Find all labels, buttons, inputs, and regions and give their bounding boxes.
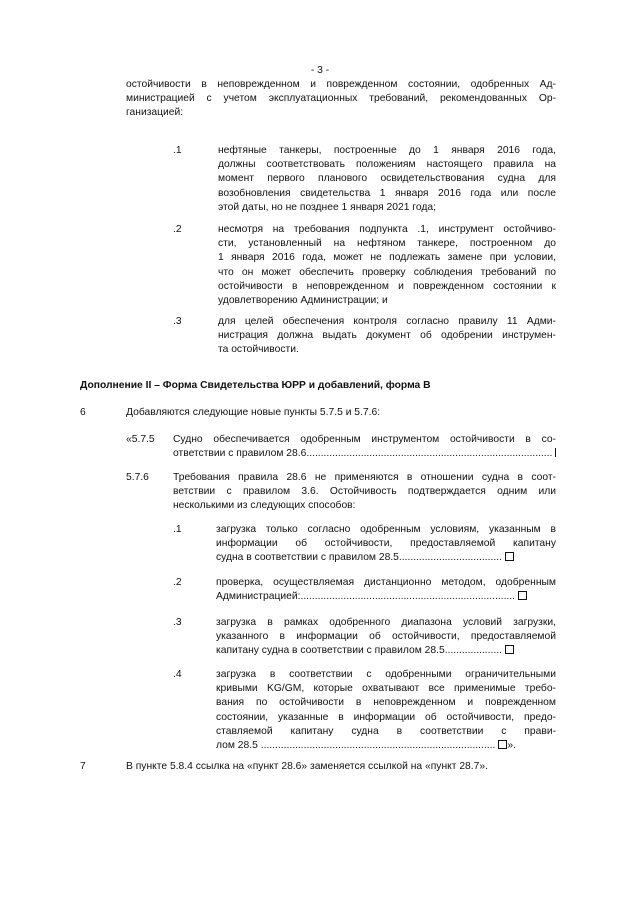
subitem-line: судна в соответствии с правилом 28.5 bbox=[216, 552, 399, 564]
clause-line: несколькими из следующих способов: bbox=[173, 500, 356, 512]
dot-leader: ........................................................................... bbox=[300, 591, 516, 603]
subitem-line: лом 28.5 bbox=[216, 740, 258, 752]
subitem-line: загрузка только согласно одобренным условиям, указанным в bbox=[216, 524, 556, 535]
subitem-line: состоянии, указанные в информации об остойчивости, предо- bbox=[216, 711, 556, 723]
subitem-line: загрузка в рамках одобренного диапазона условий загрузки, bbox=[216, 617, 556, 628]
item-line: нистрация должна выдать документ об одобрении инструмен- bbox=[218, 330, 556, 342]
subitem-line: информации об остойчивости, предоставляемой капитану bbox=[216, 538, 556, 550]
clause-575 bbox=[173, 433, 556, 461]
item-line: сти, установленный на нефтяном танкере, построенном до bbox=[218, 238, 556, 250]
clause-line: Судно обеспечивается одобренным инструментом остойчивости в со- bbox=[173, 434, 556, 445]
paragraph-number: 7 bbox=[80, 761, 86, 772]
paragraph-number: 6 bbox=[80, 407, 86, 418]
subitem-number: .4 bbox=[173, 669, 182, 680]
subitem-line: проверка, осуществляемая дистанционно методом, одобренным bbox=[216, 577, 556, 588]
subitem bbox=[216, 668, 556, 753]
item-line: этой даты, но не позднее 1 января 2021 года; bbox=[218, 201, 436, 213]
dot-leader: .................................... bbox=[398, 552, 502, 564]
item-line: остойчивости в неповрежденном и поврежденном состоянии к bbox=[218, 280, 556, 292]
paragraph-text: Добавляются следующие новые пункты 5.7.5 и 5.7.6: bbox=[126, 407, 381, 418]
subitem bbox=[216, 616, 556, 659]
item-line: та остойчивости. bbox=[218, 344, 299, 356]
item-line: несмотря на требования подпункта .1, инструмент остойчиво- bbox=[218, 224, 556, 235]
closing-quote: ». bbox=[507, 740, 516, 752]
item-line: момент первого планового освидетельствования судна для bbox=[218, 173, 556, 185]
clause-number: «5.7.5 bbox=[126, 434, 155, 445]
item-line: что он может обеспечить проверку соблюдения требований по bbox=[218, 266, 556, 278]
item-line: для целей обеспечения контроля согласно правилу 11 Адми- bbox=[218, 316, 556, 327]
subitem-leader-line bbox=[216, 551, 556, 565]
item-line: возобновления свидетельства 1 января 2016 года или после bbox=[218, 187, 556, 199]
subitem-line: вания по остойчивости в неповрежденном и поврежденном bbox=[216, 697, 556, 709]
checkbox[interactable] bbox=[505, 552, 514, 561]
subitem-line: указанного в информации об остойчивости, предоставляемой bbox=[216, 631, 556, 643]
subitem-leader-line bbox=[216, 590, 556, 604]
dot-leader: ...................................................................................... bbox=[306, 448, 553, 460]
dot-leader: .................... bbox=[444, 645, 502, 657]
item-number: .3 bbox=[173, 316, 182, 327]
subitem-leader-line bbox=[216, 644, 556, 658]
subitem-line: Администрацией: bbox=[216, 591, 301, 603]
clause-number: 5.7.6 bbox=[126, 472, 149, 483]
item-line: нефтяные танкеры, построенные до 1 января 2016 года, bbox=[218, 145, 556, 156]
clause-leader-line bbox=[173, 447, 556, 461]
checkbox[interactable] bbox=[498, 740, 507, 749]
subitem bbox=[216, 576, 556, 604]
item-line: 1 января 2016 года, может не подлежать замене при условии, bbox=[218, 252, 556, 264]
intro-line: министрацией с учетом эксплуатационных требований, рекомендованных Ор- bbox=[126, 93, 556, 105]
subitem bbox=[216, 523, 556, 566]
list-item bbox=[218, 223, 556, 308]
item-number: .2 bbox=[173, 224, 182, 235]
subitem-line: капитану судна в соответствии с правилом 28.5 bbox=[216, 645, 445, 657]
clause-576 bbox=[173, 471, 556, 514]
clause-line: Требования правила 28.6 не применяются в отношении судна в соот- bbox=[173, 472, 556, 483]
subitem-number: .2 bbox=[173, 577, 182, 588]
checkbox[interactable] bbox=[518, 591, 527, 600]
paragraph-text: В пункте 5.8.4 ссылка на «пункт 28.6» заменяется ссылкой на «пункт 28.7». bbox=[126, 761, 488, 772]
item-line: должны соответствовать положениям настоящего правила на bbox=[218, 159, 556, 171]
clause-line: ветствии с правилом 3.6. Остойчивость подтверждается одним или bbox=[173, 486, 556, 498]
subitem-line: ставляемой капитану судна в соответствии с прави- bbox=[216, 725, 556, 737]
item-number: .1 bbox=[173, 145, 182, 156]
clause-line: ответствии с правилом 28.6 bbox=[173, 448, 307, 460]
dot-leader: .................................................................................. bbox=[260, 740, 496, 752]
checkbox[interactable] bbox=[555, 448, 556, 457]
subitem-leader-line bbox=[216, 739, 556, 753]
intro-line: остойчивости в неповрежденном и поврежденном состоянии, одобренных Ад- bbox=[126, 79, 556, 90]
intro-line: ганизацией: bbox=[126, 107, 184, 119]
subitem-number: .3 bbox=[173, 617, 182, 628]
subitem-line: загрузка в соответствии с одобренными ограничительными bbox=[216, 669, 556, 680]
page-number: - 3 - bbox=[310, 65, 330, 76]
list-item bbox=[218, 315, 556, 358]
item-line: удовлетворению Администрации; и bbox=[218, 295, 388, 307]
intro-paragraph bbox=[126, 78, 556, 121]
subitem-number: .1 bbox=[173, 524, 182, 535]
checkbox[interactable] bbox=[505, 645, 514, 654]
subitem-line: кривыми KG/GM, которые охватывают все применимые требо- bbox=[216, 683, 556, 695]
section-heading: Дополнение II – Форма Свидетельства ЮРР и добавлений, форма B bbox=[80, 380, 431, 391]
list-item bbox=[218, 144, 556, 215]
